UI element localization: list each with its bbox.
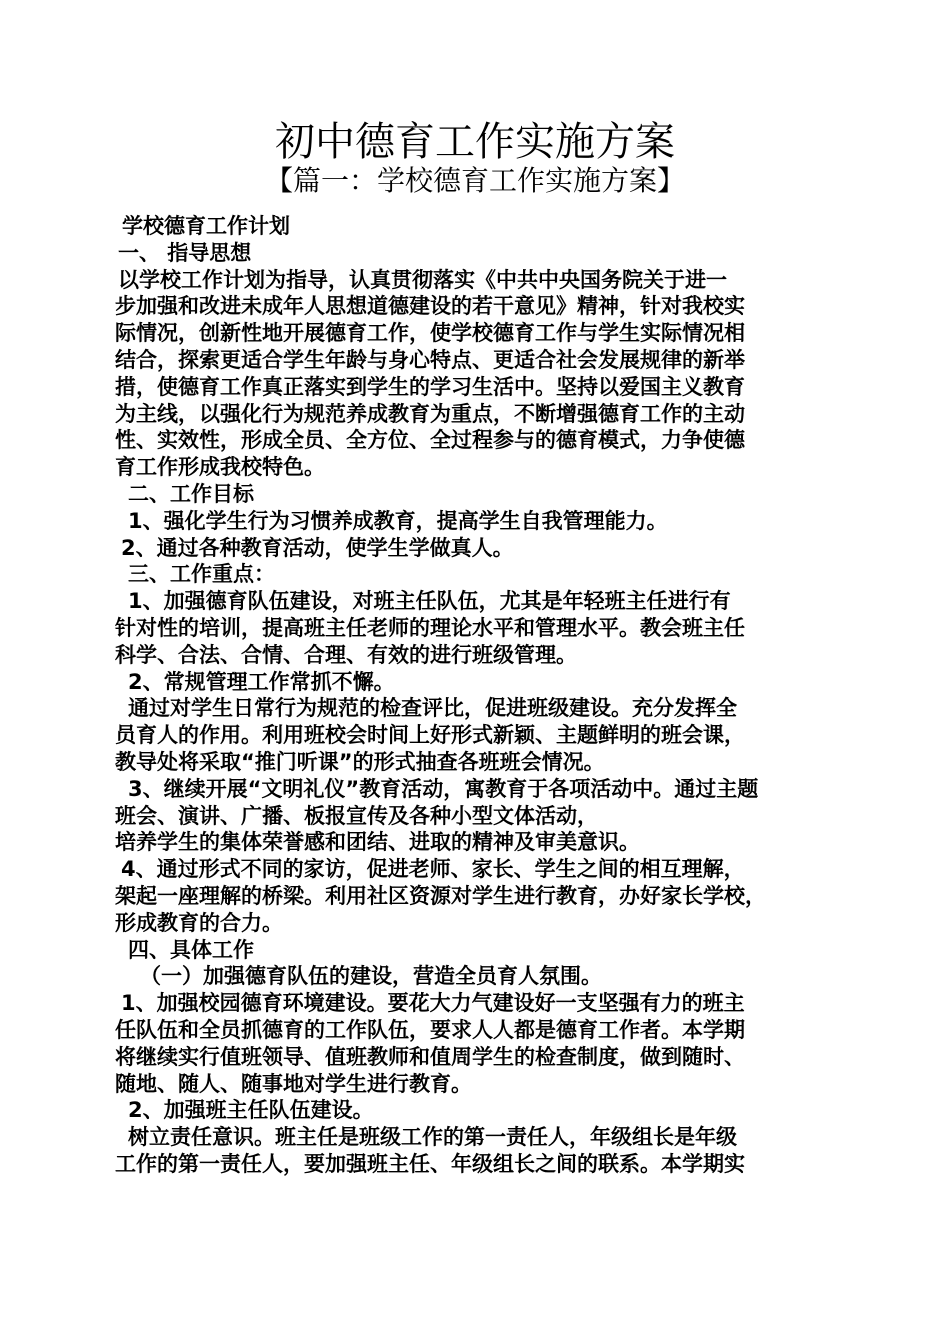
document-line: 教导处将采取“推门听课”的形式抽查各班班会情况。: [115, 750, 605, 774]
document-line: 二、工作目标: [128, 482, 254, 506]
document-line: 三、工作重点：: [128, 562, 275, 587]
document-line: 3、继续开展“文明礼仪”教育活动，寓教育于各项活动中。通过主题: [128, 776, 759, 801]
document-line: 育工作形成我校特色。: [115, 455, 325, 480]
document-line: 随地、随人、随事地对学生进行教育。: [115, 1071, 472, 1096]
document-line: 1、强化学生行为习惯养成教育，提高学生自我管理能力。: [128, 508, 668, 533]
document-line: 通过对学生日常行为规范的检查评比，促进班级建设。充分发挥全: [128, 696, 737, 721]
document-line: 为主线，以强化行为规范养成教育为重点，不断增强德育工作的主动: [115, 401, 745, 426]
document-line: 科学、合法、合情、合理、有效的进行班级管理。: [115, 642, 577, 667]
document-subtitle: 【篇一：学校德育工作实施方案】: [264, 164, 685, 197]
document-line: 架起一座理解的桥梁。利用社区资源对学生进行教育，办好家长学校，: [115, 884, 766, 908]
document-line: 班会、演讲、广播、板报宣传及各种小型文体活动，: [115, 803, 598, 828]
document-line: 际情况，创新性地开展德育工作，使学校德育工作与学生实际情况相: [115, 321, 745, 346]
document-line: 以学校工作计划为指导，认真贯彻落实《中共中央国务院关于进一: [118, 267, 727, 292]
document-line: 员育人的作用。利用班校会时间上好形式新颖、主题鲜明的班会课，: [115, 723, 745, 748]
document-line: 2、通过各种教育活动，使学生学做真人。: [121, 535, 514, 560]
document-line: 2、加强班主任队伍建设。: [128, 1098, 374, 1123]
document-line: （一）加强德育队伍的建设，营造全员育人氛围。: [140, 964, 602, 989]
document-line: 四、具体工作: [128, 937, 254, 962]
document-line: 工作的第一责任人，要加强班主任、年级组长之间的联系。本学期实: [115, 1152, 745, 1176]
document-line: 树立责任意识。班主任是班级工作的第一责任人，年级组长是年级: [128, 1125, 737, 1150]
document-line: 一、 指导思想: [118, 240, 252, 265]
document-title: 初中德育工作实施方案: [275, 119, 675, 165]
document-line: 培养学生的集体荣誉感和团结、进取的精神及审美意识。: [115, 830, 640, 855]
document-line: 措，使德育工作真正落实到学生的学习生活中。坚持以爱国主义教育: [115, 374, 745, 399]
document-line: 1、加强德育队伍建设，对班主任队伍，尤其是年轻班主任进行有: [128, 589, 731, 614]
document-line: 1、加强校园德育环境建设。要花大力气建设好一支坚强有力的班主: [121, 991, 745, 1016]
document-line: 步加强和改进未成年人思想道德建设的若干意见》精神，针对我校实: [115, 294, 745, 319]
document-line: 针对性的培训，提高班主任老师的理论水平和管理水平。教会班主任: [115, 616, 745, 640]
document-line: 形成教育的合力。: [115, 910, 283, 935]
document-line: 4、通过形式不同的家访，促进老师、家长、学生之间的相互理解，: [121, 857, 745, 882]
document-line: 2、常规管理工作常抓不懈。: [128, 669, 395, 694]
document-line: 结合，探索更适合学生年龄与身心特点、更适合社会发展规律的新举: [115, 348, 745, 372]
document-line: 性、实效性，形成全员、全方位、全过程参与的德育模式，力争使德: [115, 428, 745, 453]
document-line: 将继续实行值班领导、值班教师和值周学生的检查制度，做到随时、: [115, 1044, 745, 1069]
document-line: 任队伍和全员抓德育的工作队伍，要求人人都是德育工作者。本学期: [115, 1018, 745, 1042]
document-line: 学校德育工作计划: [122, 214, 290, 238]
